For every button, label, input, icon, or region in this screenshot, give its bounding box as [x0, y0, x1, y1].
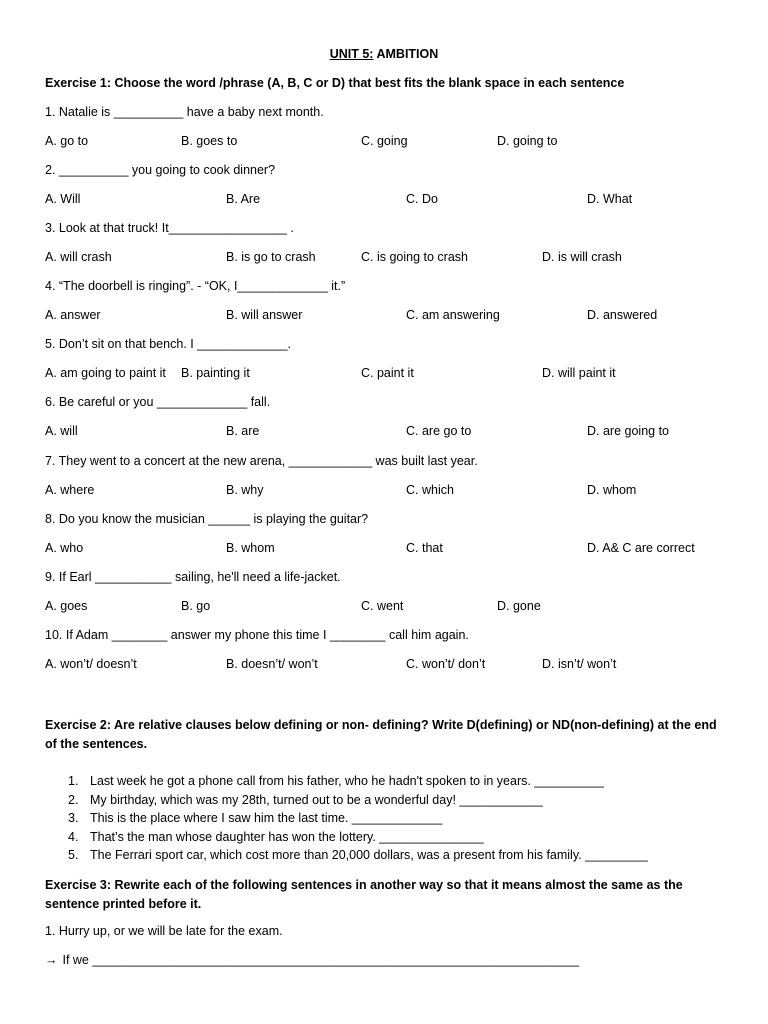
exercise2-list [68, 772, 648, 865]
option-c: C. paint it [361, 366, 414, 380]
option-d: D. whom [587, 483, 637, 497]
option-d: D. answered [587, 308, 658, 322]
question-5: 5. Don’t sit on that bench. I _____________. [45, 337, 292, 351]
option-a: A. answer [45, 308, 101, 322]
option-a: A. go to [45, 134, 89, 148]
option-d: D. isn’t/ won’t [542, 657, 617, 671]
exercise3-heading: Exercise 3: Rewrite each of the following sentences in another way so that it means almost the same as the sentence printed before it. [45, 878, 683, 911]
option-d: D. are going to [587, 424, 669, 438]
question-7: 7. They went to a concert at the new arena, ____________ was built last year. [45, 454, 478, 468]
option-c: C. won’t/ don’t [406, 657, 486, 671]
question-2: 2. __________ you going to cook dinner? [45, 163, 276, 177]
page-title [0, 47, 768, 61]
option-c: C. which [406, 483, 454, 497]
question-1: 1. Natalie is __________ have a baby next month. [45, 105, 324, 119]
option-b: B. are [226, 424, 260, 438]
arrow-icon: → [45, 953, 58, 967]
question-8: 8. Do you know the musician ______ is playing the guitar? [45, 512, 369, 526]
exercise2-heading: Exercise 2: Are relative clauses below defining or non- defining? Write D(defining) or ND(non-defining) at the end of the sentences. [45, 718, 717, 751]
option-b: B. go [181, 599, 211, 613]
option-a: A. who [45, 541, 84, 555]
item-text: Last week he got a phone call from his father, who he hadn't spoken to in years. __________ [90, 774, 604, 788]
question-6: 6. Be careful or you _____________ fall. [45, 395, 271, 409]
option-a: A. goes [45, 599, 88, 613]
option-d: D. will paint it [542, 366, 616, 380]
option-b: B. painting it [181, 366, 250, 380]
option-b: B. is go to crash [226, 250, 316, 264]
answer-line: If we ______________________________________________________________________ [62, 953, 579, 967]
item-text: The Ferrari sport car, which cost more than 20,000 dollars, was a present from his family. _________ [90, 848, 648, 863]
item-number: 5. [68, 848, 79, 863]
option-b: B. Are [226, 192, 261, 206]
list-item [68, 828, 648, 847]
question-9: 9. If Earl ___________ sailing, he'll need a life-jacket. [45, 570, 341, 584]
item-text: This is the place where I saw him the last time. _____________ [90, 811, 443, 826]
option-a: A. will crash [45, 250, 112, 264]
exercise1-heading: Exercise 1: Choose the word /phrase (A, B, C or D) that best fits the blank space in each sentence [45, 76, 625, 90]
item-number: 4. [68, 829, 79, 844]
question-3: 3. Look at that truck! It_________________ . [45, 221, 294, 235]
option-a: A. won’t/ doesn’t [45, 657, 137, 671]
item-text: My birthday, which was my 28th, turned out to be a wonderful day! ____________ [90, 792, 543, 807]
list-item [68, 772, 648, 791]
option-b: B. doesn’t/ won’t [226, 657, 318, 671]
item-text: That’s the man whose daughter has won the lottery. _______________ [90, 829, 484, 844]
question-4: 4. “The doorbell is ringing”. - “OK, I_____________ it.” [45, 279, 346, 293]
option-d: D. gone [497, 599, 541, 613]
option-b: B. goes to [181, 134, 238, 148]
option-c: C. Do [406, 192, 438, 206]
unit-name: AMBITION [373, 47, 439, 61]
option-a: A. where [45, 483, 95, 497]
option-b: B. whom [226, 541, 275, 555]
option-b: B. why [226, 483, 264, 497]
exercise3-answer-1 [45, 953, 579, 967]
option-c: C. going [361, 134, 408, 148]
option-d: D. going to [497, 134, 558, 148]
option-a: A. will [45, 424, 78, 438]
option-c: C. is going to crash [361, 250, 468, 264]
list-item [68, 791, 648, 810]
list-item [68, 846, 648, 865]
unit-label: UNIT 5: [329, 47, 374, 61]
list-item [68, 809, 648, 828]
item-number: 1. [68, 774, 79, 788]
option-d: D. is will crash [542, 250, 622, 264]
option-a: A. Will [45, 192, 81, 206]
option-c: C. are go to [406, 424, 472, 438]
option-b: B. will answer [226, 308, 303, 322]
option-a: A. am going to paint it [45, 366, 166, 380]
question-10: 10. If Adam ________ answer my phone this time I ________ call him again. [45, 628, 469, 642]
option-c: C. went [361, 599, 404, 613]
option-d: D. A& C are correct [587, 541, 695, 555]
item-number: 3. [68, 811, 79, 826]
exercise3-question-1: 1. Hurry up, or we will be late for the exam. [45, 924, 283, 938]
item-number: 2. [68, 792, 79, 807]
option-c: C. am answering [406, 308, 500, 322]
option-d: D. What [587, 192, 633, 206]
option-c: C. that [406, 541, 443, 555]
